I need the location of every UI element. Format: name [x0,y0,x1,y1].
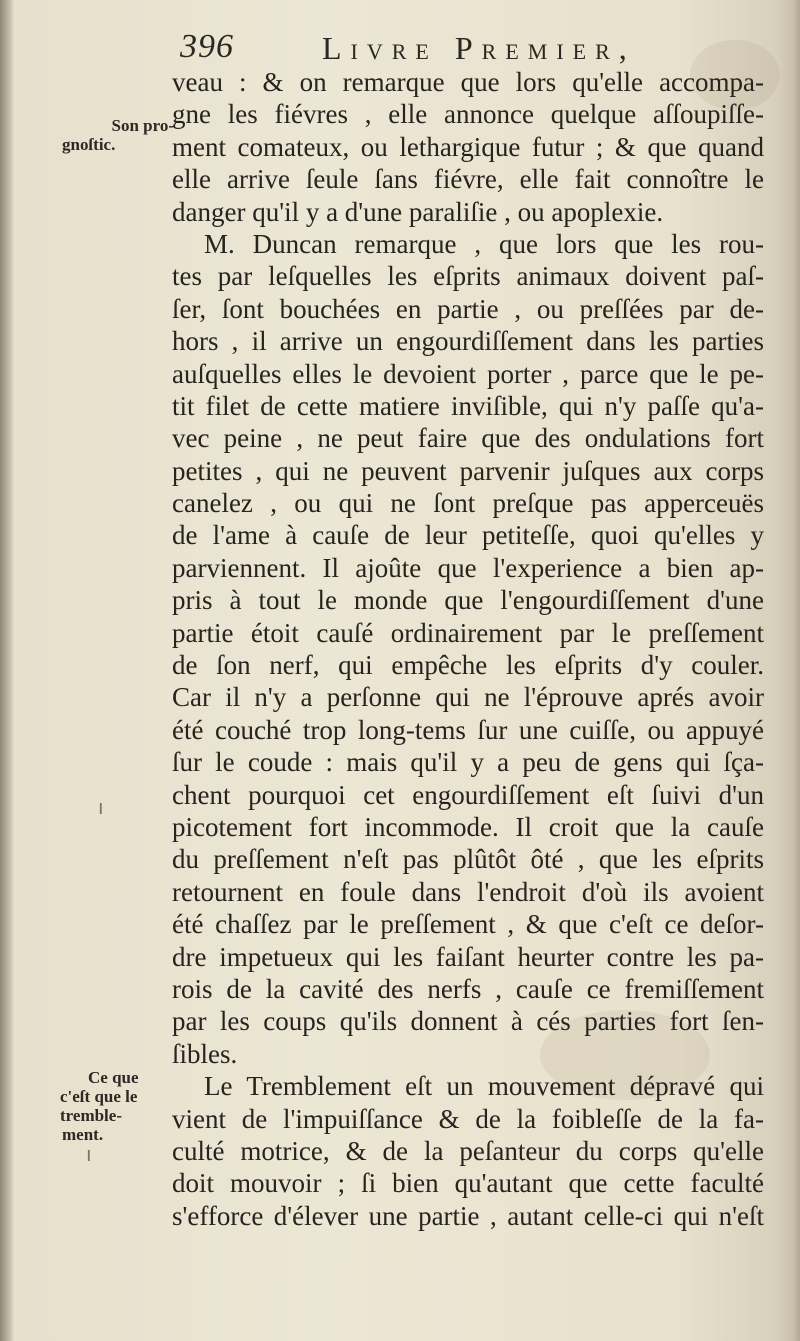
ink-mark: ı [98,795,104,819]
page-number: 396 [180,28,234,65]
margin-note-prognostic [62,116,174,154]
text-line: petites , qui ne peuvent parvenir juſques aux corps [172,455,764,486]
margin-note-line: Son pro- [111,116,174,135]
text-line: hors , il arrive un engourdiſſement dans les parties [172,326,764,357]
text-line: du preſſement n'eſt pas plûtôt ôté , que les eſprits [172,844,764,875]
text-line: ſer, ſont bouchées en partie , ou preſſées par de- [172,293,764,324]
text-line: ment comateux, ou lethargique futur ; & que quand [172,131,764,162]
text-line: par les coups qu'ils donnent à cés parties fort ſen- [172,1006,764,1037]
text-line: partie étoit cauſé ordinairement par le preſſement [172,617,764,648]
text-line: elle arrive ſeule ſans fiévre, elle fait connoître le [172,164,764,195]
text-line: picotement fort incommode. Il croit que la cauſe [172,811,764,842]
margin-note-line: c'eſt que le [60,1087,138,1106]
text-line: pris à tout le monde que l'engourdiſſement d'une [172,585,764,616]
text-line: doit mouvoir ; ſi bien qu'autant que cette faculté [172,1168,764,1199]
text-line: vient de l'impuiſſance & de la foibleſſe de la fa- [172,1103,764,1134]
text-line: été couché trop long-tems ſur une cuiſſe, ou appuyé [172,714,764,745]
margin-note-line: Ce que [88,1068,139,1087]
ink-mark: ı [86,1142,92,1166]
text-line: auſquelles elles le devoient porter , parce que le pe- [172,358,764,389]
text-line: M. Duncan remarque , que lors que les rou- [204,228,764,259]
text-line: gne les fiévres , elle annonce quelque aſſoupiſſe- [172,99,764,130]
text-line: s'efforce d'élever une partie , autant celle-ci qui n'eſt [172,1200,764,1231]
margin-note-line: gnoſtic. [62,135,116,154]
text-line: de l'ame à cauſe de leur petiteſſe, quoi qu'elles y [172,520,764,551]
page-gutter-shadow [0,0,14,1341]
text-line: parviennent. Il ajoûte que l'experience a bien ap- [172,552,764,583]
text-line: ſur le coude : mais qu'il y a peu de gens qui ſça- [172,747,764,778]
text-line: tes par leſquelles les eſprits animaux doivent paſ- [172,261,764,292]
text-line: dre impetueux qui les faiſant heurter contre les pa- [172,941,764,972]
text-line: culté motrice, & de la peſanteur du corps qu'elle [172,1135,764,1166]
text-line: tit filet de cette matiere inviſible, qui n'y paſſe qu'a- [172,390,764,421]
text-line: ſibles. [172,1038,238,1069]
text-line: retournent en foule dans l'endroit d'où ils avoient [172,876,764,907]
margin-note-line: ment. [62,1125,104,1144]
running-title: Livre Premier, [322,30,636,66]
text-line: canelez , ou qui ne ſont preſque pas apperceuës [172,488,764,519]
body-text [172,66,764,1232]
text-line: rois de la cavité des nerfs , cauſe ce fremiſſement [172,973,764,1004]
text-line: veau : & on remarque que lors qu'elle accompa- [172,67,764,97]
text-line: chent pourquoi cet engourdiſſement eſt ſuivi d'un [172,779,764,810]
text-line: danger qu'il y a d'une paraliſie , ou apoplexie. [172,196,664,227]
text-line: de ſon nerf, qui empêche les eſprits d'y couler. [172,650,764,681]
text-line: Le Tremblement eſt un mouvement dépravé qui [204,1071,764,1102]
margin-note-line: tremble- [60,1106,122,1125]
page-edge-shadow [778,0,800,1341]
text-line: vec peine , ne peut faire que des ondulations fort [172,423,764,454]
text-line: été chaſſez par le preſſement , & que c'eſt ce deſor- [172,909,764,940]
margin-note-tremblement [60,1068,170,1144]
text-line: Car il n'y a perſonne qui ne l'éprouve aprés avoir [172,682,764,713]
